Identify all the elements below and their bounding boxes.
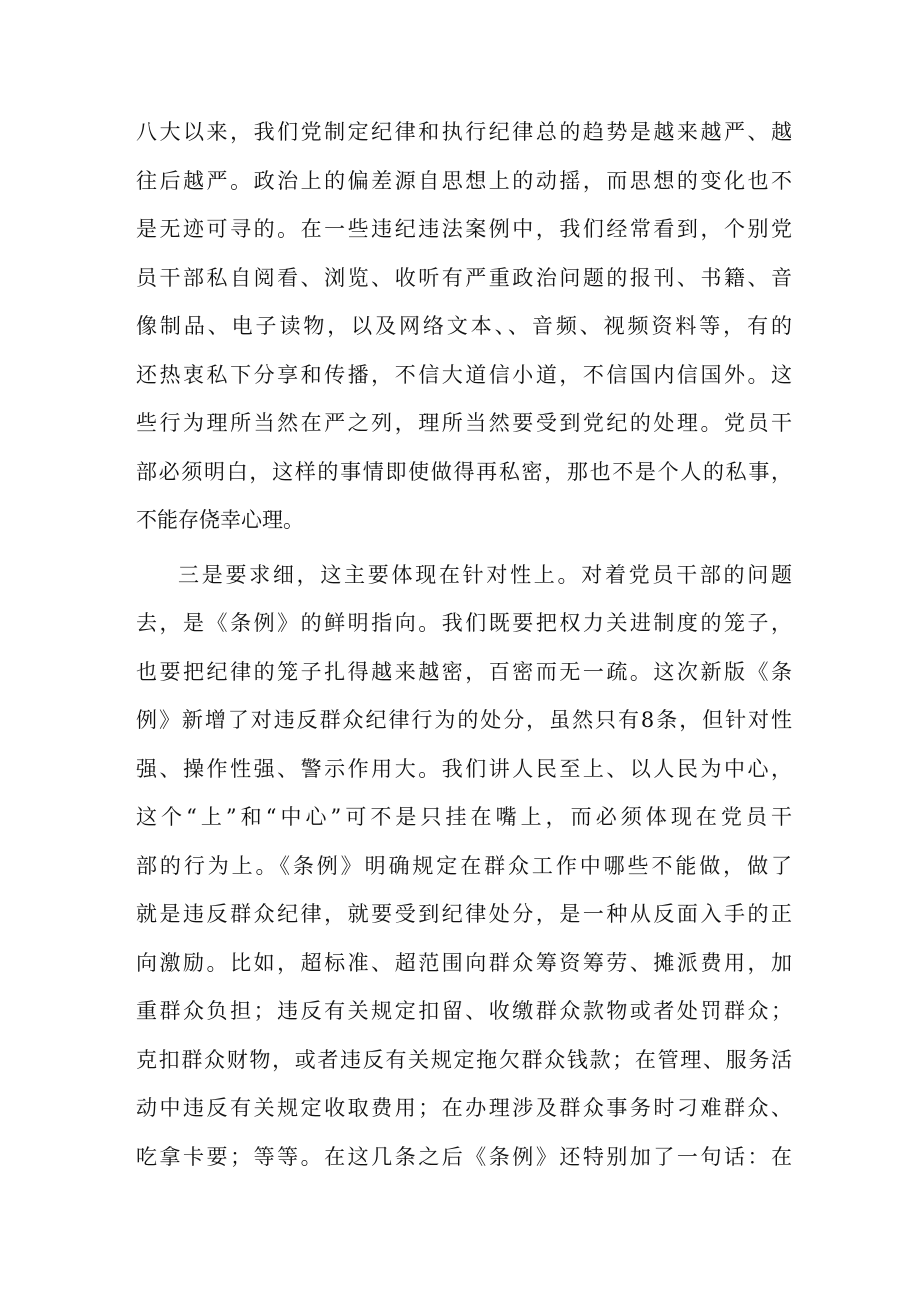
text-line: 去，是《条例》的鲜明指向。我们既要把权力关进制度的笼子， (136, 611, 792, 635)
paragraph-2 (136, 551, 792, 1182)
text-line: 例》新增了对违反群众纪律行为的处分，虽然只有8条，但针对性 (136, 708, 792, 732)
text-line: 部必须明白，这样的事情即使做得再私密，那也不是个人的私事， (136, 459, 792, 484)
text-line: 部的行为上。《条例》明确规定在群众工作中哪些不能做，做了 (136, 853, 792, 878)
paragraph-1 (136, 108, 792, 545)
text-line: 克扣群众财物，或者违反有关规定拖欠群众钱款；在管理、服务活 (136, 1047, 792, 1072)
text-line: 往后越严。政治上的偏差源自思想上的动摇，而思想的变化也不 (136, 168, 792, 193)
text-line: 三是要求细，这主要体现在针对性上。对着党员干部的问题 (178, 562, 792, 587)
text-line: 是无迹可寻的。在一些违纪违法案例中，我们经常看到，个别党 (136, 217, 792, 241)
document-body (136, 108, 792, 1181)
text-line: 员干部私自阅看、浏览、收听有严重政治问题的报刊、书籍、音 (136, 265, 792, 290)
text-line: 还热衷私下分享和传播，不信大道信小道，不信国内信国外。这 (136, 362, 792, 387)
text-line: 些行为理所当然在严之列，理所当然要受到党纪的处理。党员干 (136, 411, 792, 435)
text-line: 这个“上”和“中心”可不是只挂在嘴上，而必须体现在党员干 (136, 805, 792, 829)
text-line: 向激励。比如，超标准、超范围向群众筹资筹劳、摊派费用，加 (136, 950, 792, 975)
text-line: 就是违反群众纪律，就要受到纪律处分，是一种从反面入手的正 (136, 902, 792, 926)
text-line: 动中违反有关规定收取费用；在办理涉及群众事务时刁难群众、 (136, 1096, 792, 1120)
text-line: 强、操作性强、警示作用大。我们讲人民至上、以人民为中心， (136, 756, 792, 781)
text-line: 不能存侥幸心理。 (136, 508, 304, 532)
text-line: 吃拿卡要；等等。在这几条之后《条例》还特别加了一句话：在 (136, 1144, 792, 1169)
text-line: 重群众负担；违反有关规定扣留、收缴群众款物或者处罚群众； (136, 999, 792, 1023)
text-line: 也要把纪律的笼子扎得越来越密，百密而无一疏。这次新版《条 (136, 659, 792, 684)
text-line: 像制品、电子读物，以及网络文本、、音频、视频资料等，有的 (136, 314, 792, 338)
text-line: 八大以来，我们党制定纪律和执行纪律总的趋势是越来越严、越 (136, 120, 792, 144)
